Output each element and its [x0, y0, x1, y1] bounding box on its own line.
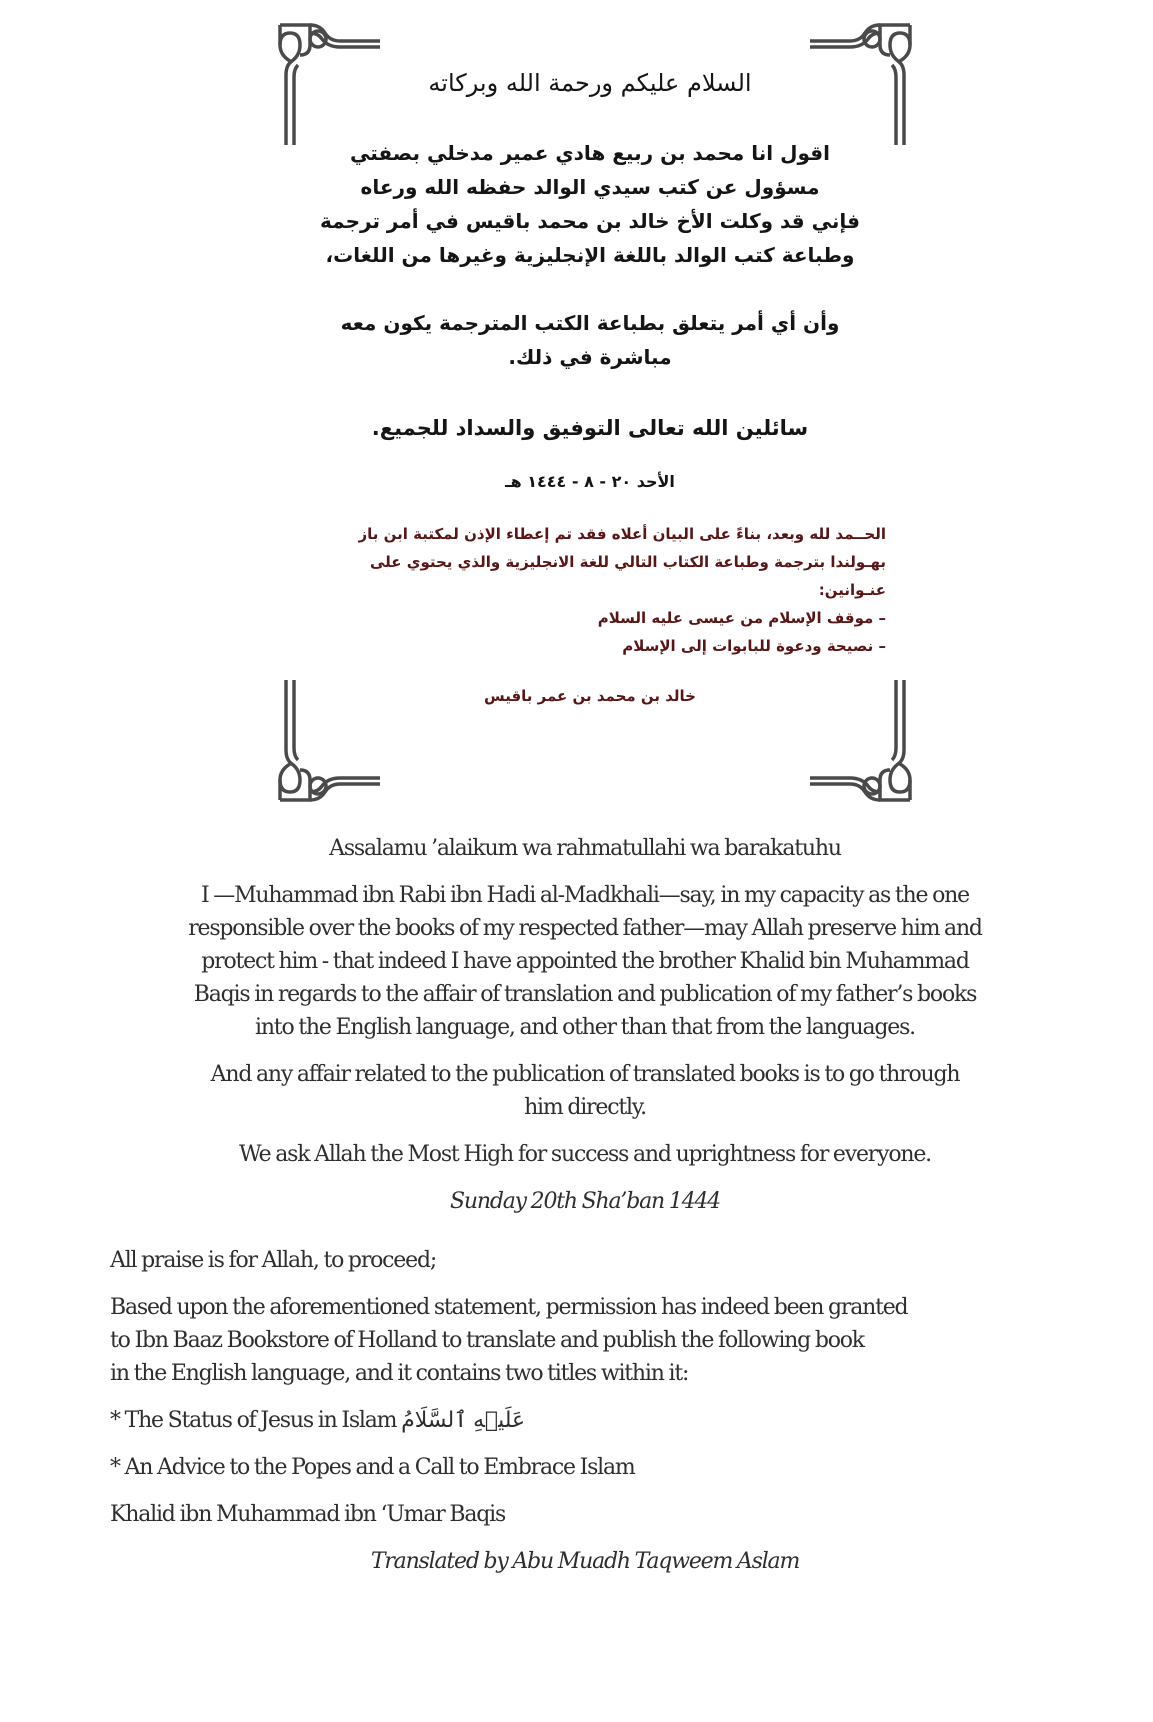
english-paragraph-1 — [110, 879, 1060, 1044]
arabic-book-title: – موقف الإسلام من عيسى عليه السلام — [597, 609, 886, 627]
arabic-permission-statement — [294, 520, 886, 604]
english-signature — [110, 1498, 1060, 1531]
english-para3-line: to Ibn Baaz Bookstore of Holland to translate and publish the following book — [110, 1328, 864, 1353]
english-para3-line: in the English language, and it contains two titles within it: — [110, 1361, 689, 1386]
honorific-alayhi-salam: عَلَيۡهِ ٱلسَّلَامُ — [401, 1408, 526, 1433]
arabic-body-line: اقول انا محمد بن ربيع هادي عمير مدخلي بصفتي — [350, 141, 830, 165]
english-date-text: Sunday 20th Sha’ban 1444 — [450, 1189, 720, 1214]
english-greeting-text: Assalamu ’alaikum wa rahmatullahi wa barakatuhu — [329, 836, 841, 861]
english-book-title-1-line — [110, 1404, 1060, 1437]
arabic-book-titles — [294, 604, 886, 660]
arabic-letter-scan — [260, 10, 920, 810]
arabic-body-line: وطباعة كتب الوالد باللغة الإنجليزية وغيرها من اللغات، — [325, 243, 855, 267]
english-book-title-2-text: * An Advice to the Popes and a Call to Embrace Islam — [110, 1455, 635, 1480]
english-book-title-1-text: * The Status of Jesus in Islam — [110, 1408, 397, 1433]
arabic-permission-line: عنـوانين: — [818, 581, 886, 599]
arabic-body-line: مسؤول عن كتب سيدي الوالد حفظه الله ورعاه — [360, 175, 820, 199]
english-para1-line: responsible over the books of my respected father—may Allah preserve him and — [188, 916, 982, 941]
arabic-greeting: السلام عليكم ورحمة الله وبركاته — [428, 69, 752, 97]
english-signature-text: Khalid ibn Muhammad ibn ‘Umar Baqis — [110, 1502, 506, 1527]
english-para2-line: And any affair related to the publication of translated books is to go through — [210, 1062, 960, 1087]
arabic-body — [294, 136, 886, 272]
arabic-body-line: فإني قد وكلت الأخ خالد بن محمد باقيس في أمر ترجمة — [320, 209, 860, 233]
english-supplication — [110, 1138, 1060, 1171]
english-para3-line: Based upon the aforementioned statement, permission has indeed been granted — [110, 1295, 908, 1320]
english-praise-text: All praise is for Allah, to proceed; — [110, 1248, 437, 1273]
arabic-date-text: الأحد ٢٠ - ٨ - ١٤٤٤ هـ — [505, 472, 675, 491]
arabic-paragraph-2 — [294, 306, 886, 374]
english-praise — [110, 1244, 1060, 1277]
english-greeting — [110, 832, 1060, 865]
english-book-title-2 — [110, 1451, 1060, 1484]
arabic-para2-line: مباشرة في ذلك. — [508, 345, 672, 369]
arabic-book-title: – نصيحة ودعوة للبابوات إلى الإسلام — [622, 637, 886, 655]
english-para1-line: I —Muhammad ibn Rabi ibn Hadi al-Madkhali—say, in my capacity as the one — [201, 883, 969, 908]
arabic-date — [294, 470, 886, 494]
english-supplication-text: We ask Allah the Most High for success and uprightness for everyone. — [239, 1142, 931, 1167]
arabic-permission-line: بهـولندا بترجمة وطباعة الكتاب التالي للغة الانجليزية والذي يحتوي على — [369, 553, 886, 571]
arabic-permission-line: الحــمد لله وبعد، بناءً على البيان أعلاه فقد تم إعطاء الإذن لمكتبة ابن باز — [358, 525, 886, 543]
translator-credit — [110, 1545, 1060, 1578]
english-para1-line: Baqis in regards to the affair of translation and publication of my father’s books — [193, 982, 977, 1007]
english-book-title-1 — [110, 1404, 1060, 1437]
english-para2-line: him directly. — [524, 1095, 646, 1120]
arabic-signature — [294, 684, 886, 708]
translator-credit-text: Translated by Abu Muadh Taqweem Aslam — [370, 1549, 800, 1574]
arabic-supplication — [294, 412, 886, 444]
english-paragraph-2 — [110, 1058, 1060, 1124]
english-date — [110, 1185, 1060, 1218]
arabic-signature-text: خالد بن محمد بن عمر باقيس — [484, 687, 696, 705]
arabic-para2-line: وأن أي أمر يتعلق بطباعة الكتب المترجمة يكون معه — [340, 311, 840, 335]
english-translation — [110, 832, 1060, 1578]
arabic-supplication-text: سائلين الله تعالى التوفيق والسداد للجميع. — [371, 416, 809, 440]
english-para1-line: protect him - that indeed I have appointed the brother Khalid bin Muhammad — [201, 949, 969, 974]
english-paragraph-3 — [110, 1291, 1060, 1390]
english-para1-line: into the English language, and other than that from the languages. — [255, 1015, 915, 1040]
arabic-letter-content — [260, 10, 920, 708]
